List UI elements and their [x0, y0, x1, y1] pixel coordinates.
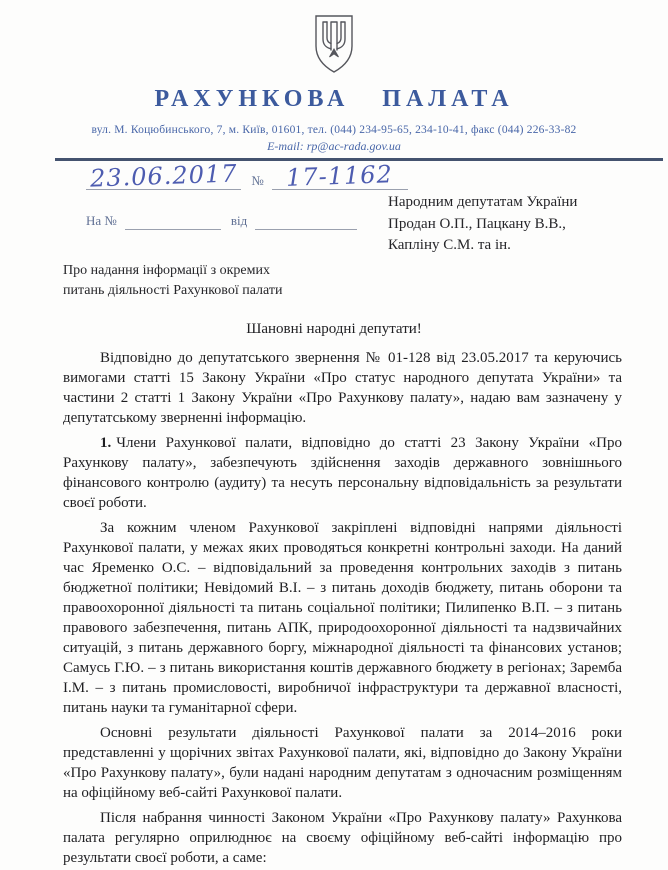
subject-line: Про надання інформації з окремих	[63, 263, 270, 278]
outgoing-number-line	[272, 160, 408, 190]
recipient-line: Продан О.П., Пацкану В.В.,	[388, 215, 566, 232]
trident-icon	[309, 13, 359, 75]
from-date-label: від	[230, 213, 248, 228]
body-paragraph: Основні результати діяльності Рахункової палати за 2014–2016 роки представленні у щорічних звітах Рахункової палати, які, відповідно до Закону України «Про Рахункову палату», були надані народним депутатам з одночасним розміщенням на офіційному веб-сайті Рахункової палати.	[63, 725, 622, 801]
paragraph-number: 1.	[100, 435, 112, 451]
recipient-line: Народним депутатам України	[388, 194, 578, 210]
number-label: №	[251, 173, 264, 188]
incoming-number-blank	[125, 214, 221, 230]
body-paragraph: Відповідно до депутатського звернення № 01-128 від 23.05.2017 та керуючись вимогами статті 15 Закону України «Про статус народного депутата України» та частини 2 статті 1 Закону України «Про Рахункову палату», надаю вам зазначену у депутатському зверненні інформацію.	[63, 350, 622, 426]
salutation: Шановні народні депутати!	[246, 321, 422, 337]
subject-block	[63, 261, 282, 301]
recipient-line: Капліну С.М. та ін.	[388, 237, 511, 253]
handwritten-outgoing-number: 17-1162	[286, 160, 394, 192]
letter-body	[63, 348, 622, 870]
incoming-number-label: На №	[86, 213, 117, 228]
subject-line: питань діяльності Рахункової палати	[63, 283, 283, 298]
body-paragraph: За кожним членом Рахункової закріплені відповідні напрями діяльності Рахункової палати, у межах яких проводяться конкретні контрольні заходи. На даний час Яременко О.С. – відповідальний за проведення контрольних заходів з питань бюджетної політики; Невідомий В.І. – з питань доходів бюджету, питань оборони та правоохоронної діяльності та питань соціальної політики; Пилипенко В.П. – з питань правового забезпечення, питань АПК, природоохоронної діяльності та надзвичайних ситуацій, з питань державного боргу, міжнародної діяльності та фінансових установ; Самусь Г.Ю. – з питань використання коштів державного бюджету в регіонах; Заремба І.М. – з питань промисловості, виробничої інфраструктури та державної власності, питань науки та гуманітарної сфери.	[63, 520, 622, 716]
body-paragraph: Після набрання чинності Законом України «Про Рахункову палату» Рахункова палата регулярно оприлюднює на своєму офіційному веб-сайті інформацію про результати своєї роботи, а саме:	[63, 810, 622, 866]
ukraine-trident-emblem	[0, 13, 668, 80]
org-name-title: РАХУНКОВА ПАЛАТА	[154, 86, 514, 112]
body-paragraph: 1. Члени Рахункової палати, відповідно до статті 23 Закону України «Про Рахункову палату», забезпечують здійснення заходів державного зовнішнього фінансового контролю (аудиту) та несуть персональну відповідальність за результати своєї роботи.	[63, 435, 622, 511]
reference-row-incoming	[86, 213, 357, 230]
reference-row-outgoing	[86, 159, 408, 193]
outgoing-date-line	[86, 159, 241, 193]
handwritten-date: 23.06.2017	[89, 159, 238, 193]
from-date-blank	[255, 214, 357, 230]
org-address: вул. М. Коцюбинського, 7, м. Київ, 01601, тел. (044) 234-95-65, 234-10-41, факс (044) 226-33-82	[91, 124, 577, 136]
org-email: E-mail: rp@ac-rada.gov.ua	[267, 139, 401, 153]
recipient-block	[388, 192, 577, 257]
